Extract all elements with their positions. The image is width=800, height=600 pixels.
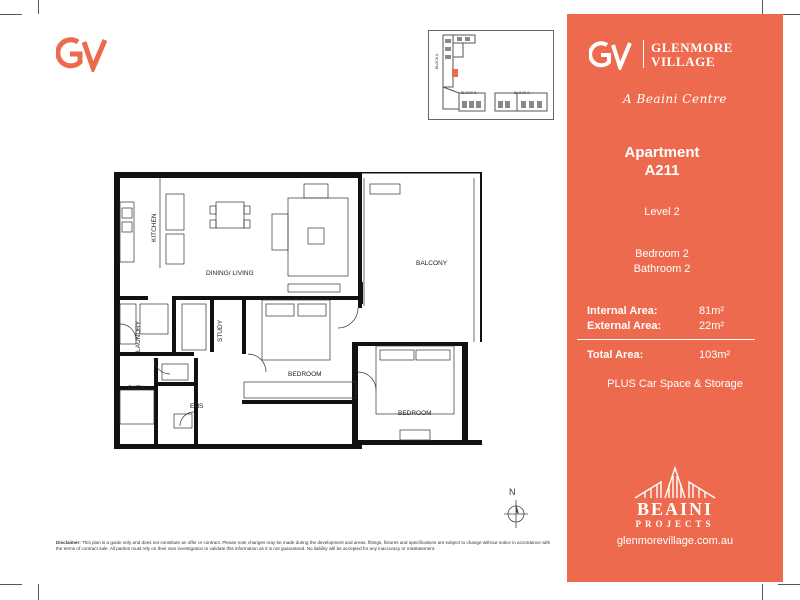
room-label-kitchen: KITCHEN (151, 213, 158, 242)
total-area-row (587, 347, 757, 362)
external-area-row (587, 318, 757, 333)
crop-mark (762, 584, 763, 600)
brand-name (651, 41, 733, 69)
brand-divider (643, 40, 644, 68)
crop-mark (0, 14, 22, 15)
disclaimer-body: This plan is a guide only and does not constitute an offer or contract. Please note changes may be made during the development and areas, fittings, fixtures and specifications are subject to change without notice in accordance with the terms of contract sale. All parties must rely on their own investigation to validate this information as it is not guaranteed. No liability will be accepted for any inaccuracy or misstatement. (56, 540, 551, 552)
internal-area-row (587, 303, 757, 318)
room-label-bedroom-2: BEDROOM (398, 410, 432, 417)
level-text: Level 2 (644, 206, 680, 218)
total-area-label: Total Area: (587, 348, 644, 361)
bathroom-count: Bathroom 2 (633, 263, 691, 275)
crop-mark (38, 0, 39, 14)
compass-north-label: N (509, 487, 516, 497)
key-plan (428, 30, 554, 120)
room-label-laundry: LAUNDRY (135, 321, 142, 352)
compass-icon (502, 486, 530, 530)
key-block-a: BLOCK A (435, 53, 439, 69)
website-link[interactable]: glenmorevillage.com.au (616, 535, 734, 547)
room-label-study: STUDY (217, 319, 224, 342)
external-area-value: 22m² (699, 319, 725, 332)
disclaimer (56, 540, 552, 552)
floor-plan (110, 172, 490, 450)
internal-area-label: Internal Area: (587, 304, 658, 317)
bedroom-count: Bedroom 2 (635, 248, 689, 260)
gv-logo-icon (589, 40, 633, 70)
apartment-number: A211 (644, 162, 680, 179)
internal-area-value: 81m² (699, 304, 725, 317)
room-label-bedroom-1: BEDROOM (288, 371, 322, 378)
apartment-label: Apartment (624, 144, 700, 161)
crop-mark (38, 584, 39, 600)
area-table (587, 303, 757, 333)
room-label-balcony: BALCONY (416, 260, 448, 267)
key-block-c: BLOCK C (514, 91, 530, 95)
area-divider (577, 339, 755, 340)
key-plan-map (429, 31, 553, 119)
total-area-value: 103m² (699, 348, 731, 361)
brand-name-line1: GLENMORE (651, 40, 734, 55)
key-plan-highlight (452, 69, 458, 77)
external-area-label: External Area: (587, 319, 662, 332)
room-label-ens: ENS (190, 403, 204, 410)
developer-subname: PROJECTS (635, 519, 715, 529)
crop-mark (762, 0, 763, 14)
room-label-dining-living: DINING/ LIVING (206, 270, 254, 277)
crop-mark (778, 584, 800, 585)
disclaimer-heading: Disclaimer: (56, 540, 81, 545)
key-block-b: BLOCK B (461, 91, 477, 95)
developer-name: BEAINI (636, 499, 714, 519)
room-label-bath: BATH (128, 385, 145, 392)
brand-name-line2: VILLAGE (651, 54, 716, 69)
crop-mark (0, 584, 22, 585)
extras-text: PLUS Car Space & Storage (607, 378, 743, 390)
gv-logo-icon (56, 36, 108, 72)
brand-script: A Beaini Centre (623, 92, 727, 106)
apartment-title (567, 144, 757, 180)
info-panel (567, 14, 783, 582)
